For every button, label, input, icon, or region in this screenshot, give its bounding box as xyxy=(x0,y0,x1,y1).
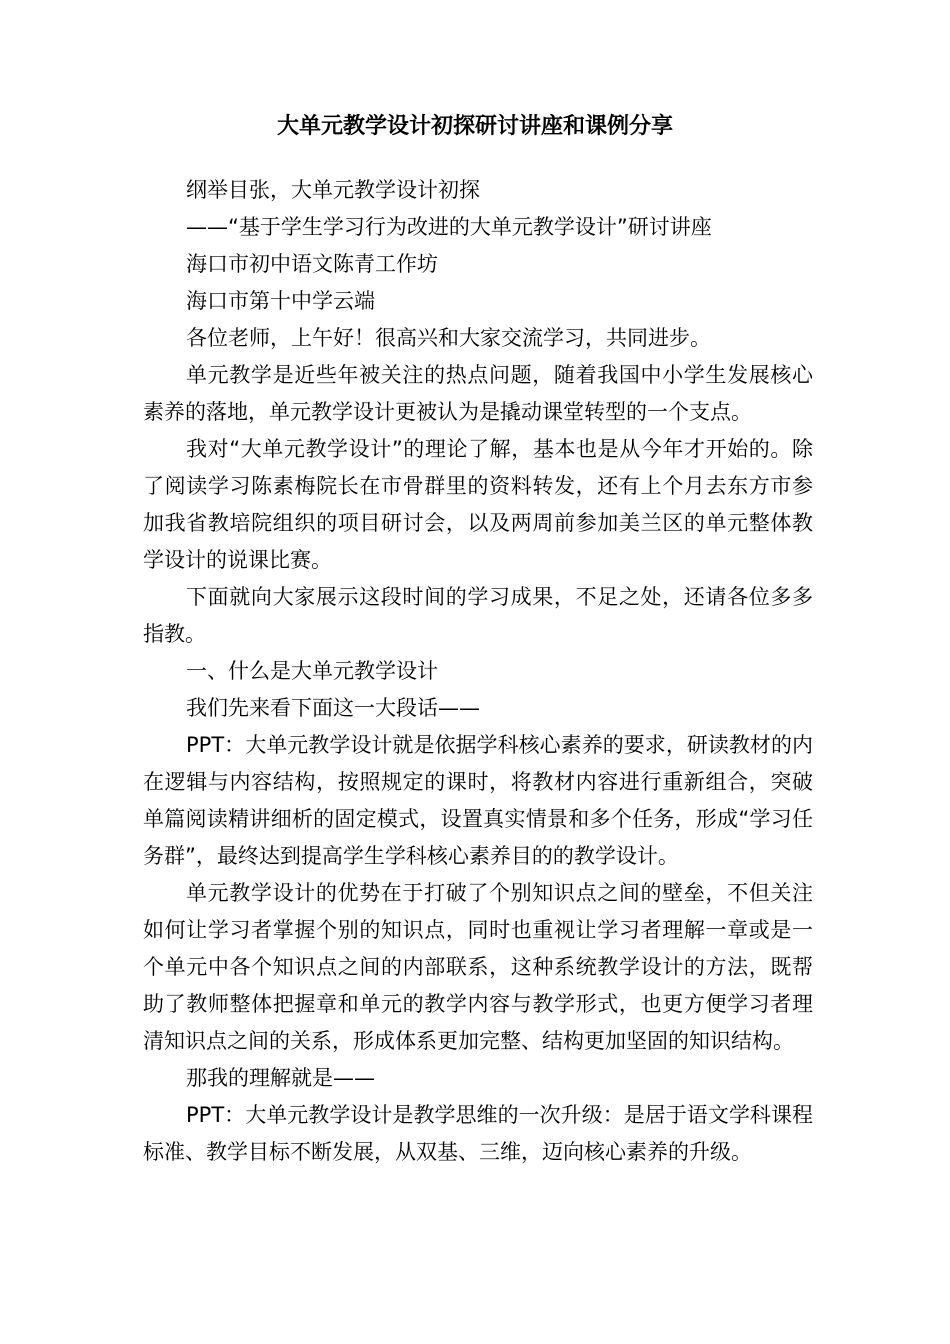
paragraph-body: 那我的理解就是—— xyxy=(186,1066,375,1090)
paragraph-lecture-title: ——“基于学生学习行为改进的大单元教学设计”研讨讲座 xyxy=(186,215,712,239)
section-heading: 一、什么是大单元教学设计 xyxy=(186,659,438,683)
paragraph-body: 下面就向大家展示这段时间的学习成果，不足之处，还请各位多多指教。 xyxy=(143,585,813,646)
paragraph-school: 海口市第十中学云端 xyxy=(186,289,375,313)
paragraph-greeting: 各位老师，上午好！很高兴和大家交流学习，共同进步。 xyxy=(186,326,711,350)
paragraph-ppt-quote: PPT：大单元教学设计就是依据学科核心素养的要求，研读教材的内在逻辑与内容结构，按照规定的课时，将教材内容进行重新组合，突破单篇阅读精讲细析的固定模式，设置真实情景和多个任务，形成“学习任务群”，最终达到提高学生学科核心素养目的的教学设计。 xyxy=(143,733,813,868)
paragraph-body: 单元教学是近些年被关注的热点问题，随着我国中小学生发展核心素养的落地，单元教学设计更被认为是撬动课堂转型的一个支点。 xyxy=(143,363,813,424)
paragraph-subtitle: 纲举目张，大单元教学设计初探 xyxy=(186,178,480,202)
paragraph-ppt-quote: PPT：大单元教学设计是教学思维的一次升级：是居于语文学科课程标准、教学目标不断发展，从双基、三维，迈向核心素养的升级。 xyxy=(143,1103,813,1164)
document-title: 大单元教学设计初探研讨讲座和课例分享 xyxy=(276,114,673,139)
paragraph-body: 我对“大单元教学设计”的理论了解，基本也是从今年才开始的。除了阅读学习陈素梅院长在市骨群里的资料转发，还有上个月去东方市参加我省教培院组织的项目研讨会，以及两周前参加美兰区的单元整体教学设计的说课比赛。 xyxy=(143,437,813,572)
document-body xyxy=(143,172,813,1171)
paragraph-workshop: 海口市初中语文陈青工作坊 xyxy=(186,252,438,276)
paragraph-body: 我们先来看下面这一大段话—— xyxy=(186,696,480,720)
paragraph-body: 单元教学设计的优势在于打破了个别知识点之间的壁垒，不但关注如何让学习者掌握个别的知识点，同时也重视让学习者理解一章或是一个单元中各个知识点之间的内部联系，这种系统教学设计的方法，既帮助了教师整体把握章和单元的教学内容与教学形式，也更方便学习者理清知识点之间的关系，形成体系更加完整、结构更加坚固的知识结构。 xyxy=(143,881,813,1053)
